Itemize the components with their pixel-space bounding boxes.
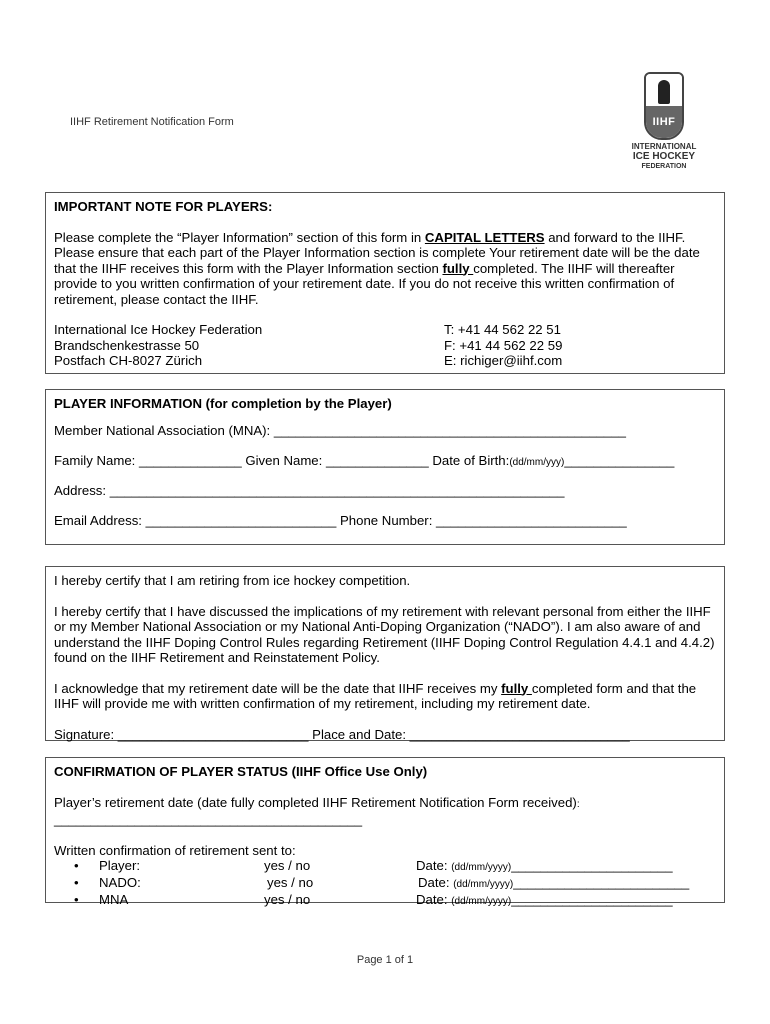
federation-contact	[444, 322, 562, 369]
iihf-logo	[624, 72, 704, 172]
nado-date-field[interactable]: Date: (dd/mm/yyyy)________________________	[418, 875, 690, 890]
important-note-heading: IMPORTANT NOTE FOR PLAYERS:	[54, 199, 273, 214]
fax-number: F: +41 44 562 22 59	[444, 337, 563, 353]
retirement-date-field[interactable]: __________________________________________	[54, 812, 363, 827]
address-field[interactable]: Address: ______________________________________________________________	[54, 482, 565, 498]
family-name-field[interactable]: Family Name: ______________	[54, 452, 242, 468]
confirmation-sent-label: Written confirmation of retirement sent to:	[54, 842, 296, 858]
confirmation-list	[54, 858, 716, 908]
list-item-label: MNA	[99, 892, 129, 907]
mna-yes-no[interactable]: yes / no	[264, 892, 311, 907]
email-field[interactable]: Email Address: __________________________	[54, 512, 337, 528]
player-date-field[interactable]: Date: (dd/mm/yyyy)______________________	[416, 858, 673, 873]
bullet-icon: •	[74, 875, 79, 890]
signature-row	[54, 727, 716, 743]
acknowledge-date: I acknowledge that my retirement date will be the date that IIHF receives my fully completed form and that the IIHF will provide me with written confirmation of my retirement, including my retirement date.	[54, 680, 697, 711]
name-dob-row	[54, 446, 716, 476]
phone-number: T: +41 44 562 22 51	[444, 322, 561, 337]
logo-line-3: FEDERATION	[641, 163, 687, 170]
player-information-section	[45, 389, 725, 545]
federation-address: International Ice Hockey Federation Brandschenkestrasse 50 Postfach CH-8027 Zürich	[54, 322, 263, 368]
email-address: E: richiger@iihf.com	[444, 353, 563, 368]
logo-wordmark	[624, 142, 704, 172]
email-phone-row	[54, 506, 716, 536]
player-yes-no[interactable]: yes / no	[264, 858, 311, 873]
certify-discussed: I hereby certify that I have discussed the implications of my retirement with relevant personal from either the IIHF or my Member National Association or my National Anti-Doping Organization (“NADO”). I am also aware of and understand the IIHF Doping Control Rules regarding Retirement (IIHF Doping Control Regulation 4.4.1 and 4.4.2) found on the IIHF Retirement and Reinstatement Policy.	[54, 603, 715, 665]
logo-mark: IIHF	[646, 106, 682, 138]
date-of-birth-field[interactable]: Date of Birth:(dd/mm/yyy)_______________	[428, 452, 675, 468]
list-item-label: NADO:	[99, 875, 141, 890]
place-date-field[interactable]: Place and Date: ______________________________	[308, 726, 630, 742]
page-number: Page 1 of 1	[356, 954, 414, 966]
given-name-field[interactable]: Given Name: ______________	[241, 452, 429, 468]
form-title: IIHF Retirement Notification Form	[70, 116, 234, 128]
nado-yes-no[interactable]: yes / no	[267, 875, 314, 890]
list-item-label: Player:	[99, 858, 141, 873]
phone-number-field[interactable]: Phone Number: __________________________	[336, 512, 627, 528]
certification-section	[45, 566, 725, 741]
mna-field[interactable]: Member National Association (MNA): ________________________________________________	[54, 422, 626, 438]
signature-field[interactable]: Signature: __________________________	[54, 726, 309, 742]
player-information-heading: PLAYER INFORMATION (for completion by the Player)	[54, 396, 392, 411]
important-note-section	[45, 192, 725, 374]
important-note-text: Please complete the “Player Information” section of this form in CAPITAL LETTERS and forward to the IIHF. Please ensure that each part of the Player Information section is complete Your retirement date will be the date that the IIHF receives this form with the Player Information section fully completed. The IIHF will thereafter provide to you written confirmation of your retirement date. If you do not receive this written confirmation of retirement, please contact the IIHF.	[54, 229, 700, 307]
contact-block	[54, 322, 716, 368]
logo-line-1: INTERNATIONAL	[631, 142, 697, 151]
iihf-shield-icon	[644, 72, 684, 140]
office-use-section	[45, 757, 725, 907]
bullet-icon: •	[74, 858, 79, 873]
bullet-icon: •	[74, 892, 79, 907]
logo-line-2: ICE HOCKEY	[632, 151, 696, 162]
mna-date-field[interactable]: Date: (dd/mm/yyyy)______________________	[416, 892, 673, 907]
office-use-heading: CONFIRMATION OF PLAYER STATUS (IIHF Office Use Only)	[54, 764, 428, 779]
retirement-date-label: Player’s retirement date (date fully completed IIHF Retirement Notification Form received):	[54, 794, 580, 810]
certify-retiring: I hereby certify that I am retiring from ice hockey competition.	[54, 573, 411, 588]
